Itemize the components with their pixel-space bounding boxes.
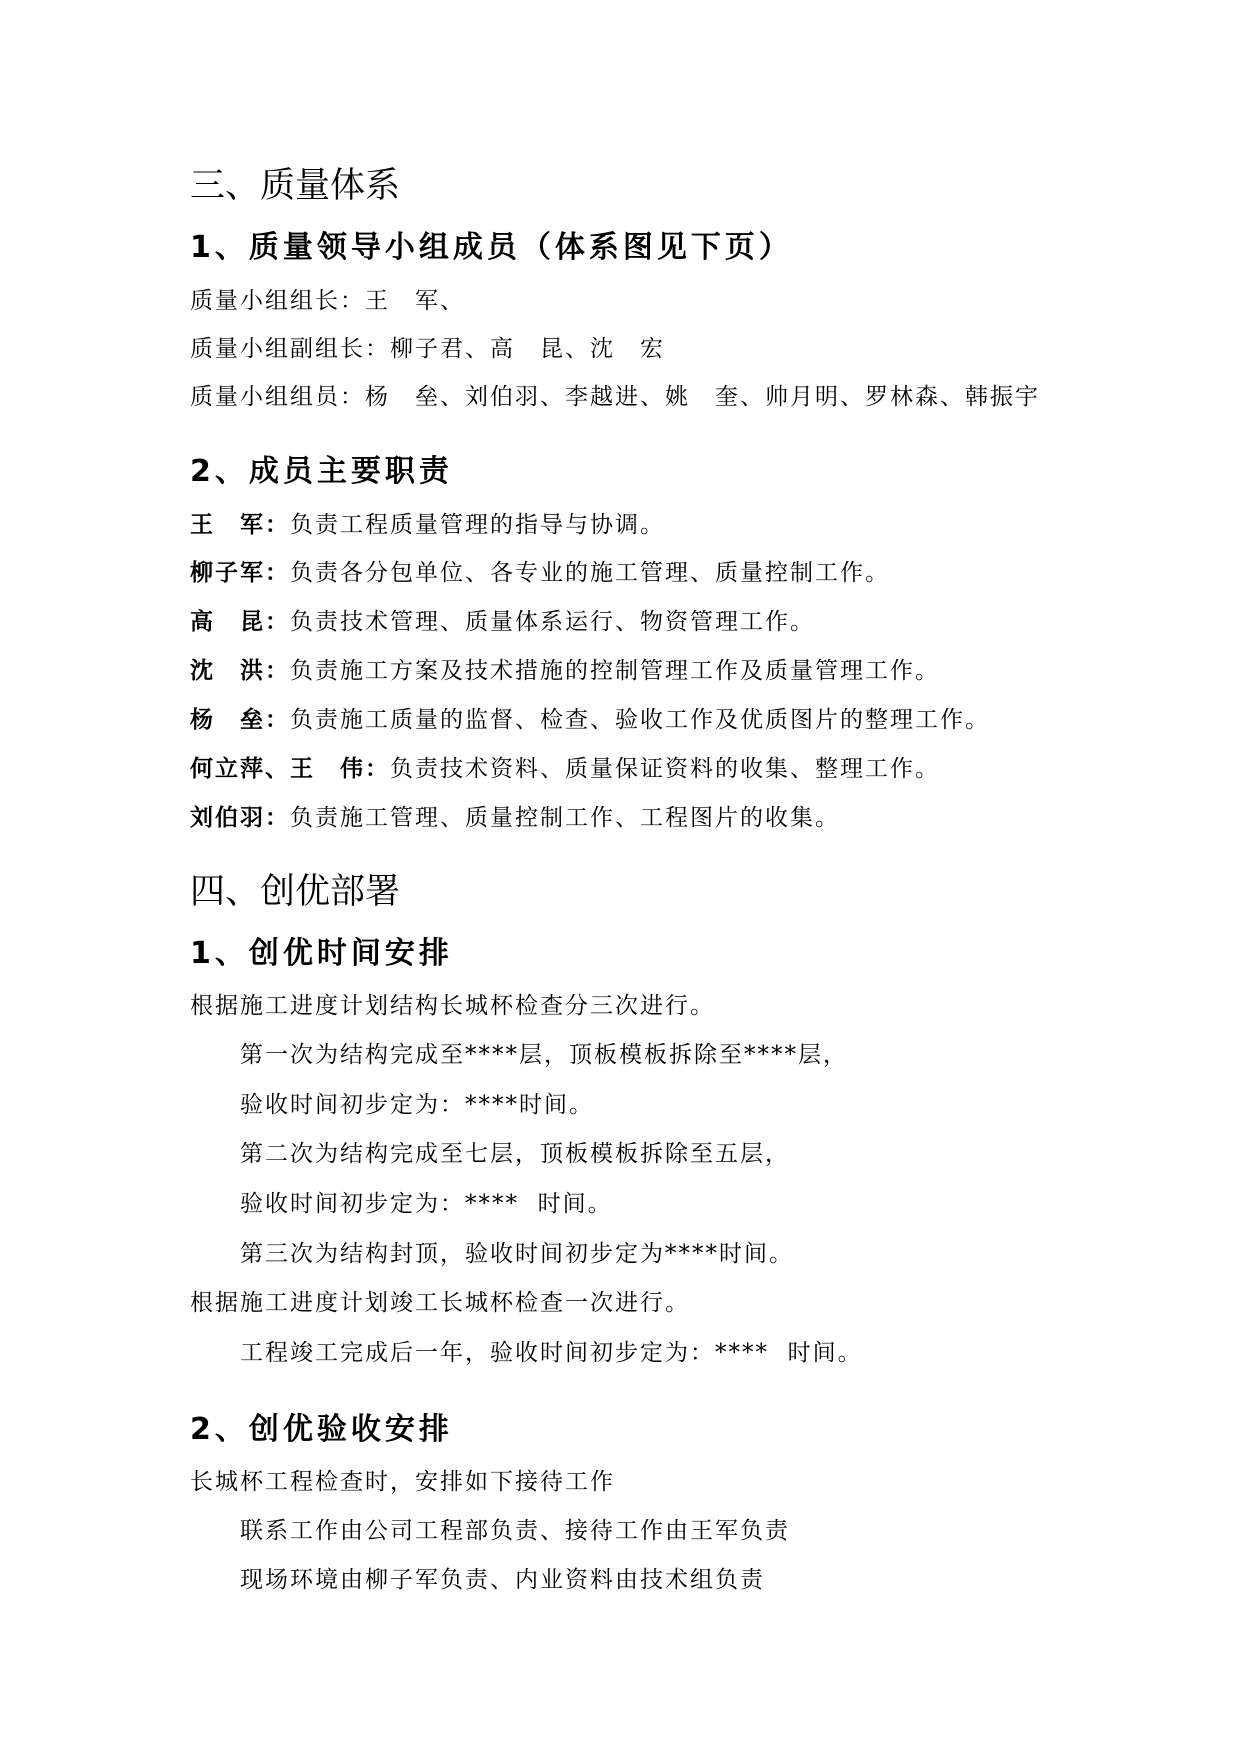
- duty-text: 负责工程质量管理的指导与协调。: [290, 512, 665, 538]
- acceptance-line: 长城杯工程检查时，安排如下接待工作: [190, 1469, 615, 1495]
- duty-line: [190, 701, 990, 734]
- duty-line: [190, 799, 840, 832]
- duty-line: [190, 506, 665, 539]
- duty-text: 负责各分包单位、各专业的施工管理、质量控制工作。: [290, 560, 890, 586]
- acceptance-line: 现场环境由柳子军负责、内业资料由技术组负责: [240, 1567, 765, 1593]
- section-3-heading: 三、质量体系: [190, 166, 401, 206]
- schedule-line: 工程竣工完成后一年，验收时间初步定为：**** 时间。: [240, 1340, 863, 1366]
- duty-text: 负责技术管理、质量体系运行、物资管理工作。: [290, 609, 815, 635]
- duty-text: 负责技术资料、质量保证资料的收集、整理工作。: [390, 756, 940, 782]
- duty-text: 负责施工质量的监督、检查、验收工作及优质图片的整理工作。: [290, 707, 990, 733]
- subsection-3-1-heading: 1、质量领导小组成员（体系图见下页）: [190, 230, 793, 265]
- group-leader-line: 质量小组组长：王 军、: [190, 288, 465, 314]
- schedule-line: 第三次为结构封顶，验收时间初步定为****时间。: [240, 1241, 794, 1267]
- subsection-4-1-heading: 1、创优时间安排: [190, 936, 453, 971]
- schedule-line: 验收时间初步定为：**** 时间。: [240, 1191, 613, 1217]
- duty-name: 王 军：: [190, 512, 290, 538]
- duty-name: 沈 洪：: [190, 658, 290, 684]
- schedule-line: 验收时间初步定为：****时间。: [240, 1092, 594, 1118]
- duty-name: 高 昆：: [190, 609, 290, 635]
- duty-line: [190, 554, 890, 587]
- subsection-3-2-heading: 2、成员主要职责: [190, 454, 453, 489]
- duty-name: 柳子军：: [190, 560, 290, 586]
- section-4-heading: 四、创优部署: [190, 872, 401, 912]
- subsection-4-2-heading: 2、创优验收安排: [190, 1412, 453, 1447]
- duty-name: 何立萍、王 伟：: [190, 756, 390, 782]
- group-members-line: 质量小组组员：杨 垒、刘伯羽、李越进、姚 奎、帅月明、罗林森、韩振宇: [190, 384, 1040, 410]
- duty-line: [190, 750, 940, 783]
- schedule-line: 第二次为结构完成至七层，顶板模板拆除至五层，: [240, 1141, 790, 1167]
- schedule-line: 根据施工进度计划结构长城杯检查分三次进行。: [190, 993, 715, 1019]
- duty-name: 杨 垒：: [190, 707, 290, 733]
- duty-text: 负责施工管理、质量控制工作、工程图片的收集。: [290, 805, 840, 831]
- group-deputy-line: 质量小组副组长：柳子君、高 昆、沈 宏: [190, 336, 665, 362]
- schedule-line: 第一次为结构完成至****层，顶板模板拆除至****层，: [240, 1042, 848, 1068]
- duty-text: 负责施工方案及技术措施的控制管理工作及质量管理工作。: [290, 658, 940, 684]
- duty-name: 刘伯羽：: [190, 805, 290, 831]
- acceptance-line: 联系工作由公司工程部负责、接待工作由王军负责: [240, 1518, 790, 1544]
- duty-line: [190, 603, 815, 636]
- duty-line: [190, 652, 940, 685]
- schedule-line: 根据施工进度计划竣工长城杯检查一次进行。: [190, 1290, 690, 1316]
